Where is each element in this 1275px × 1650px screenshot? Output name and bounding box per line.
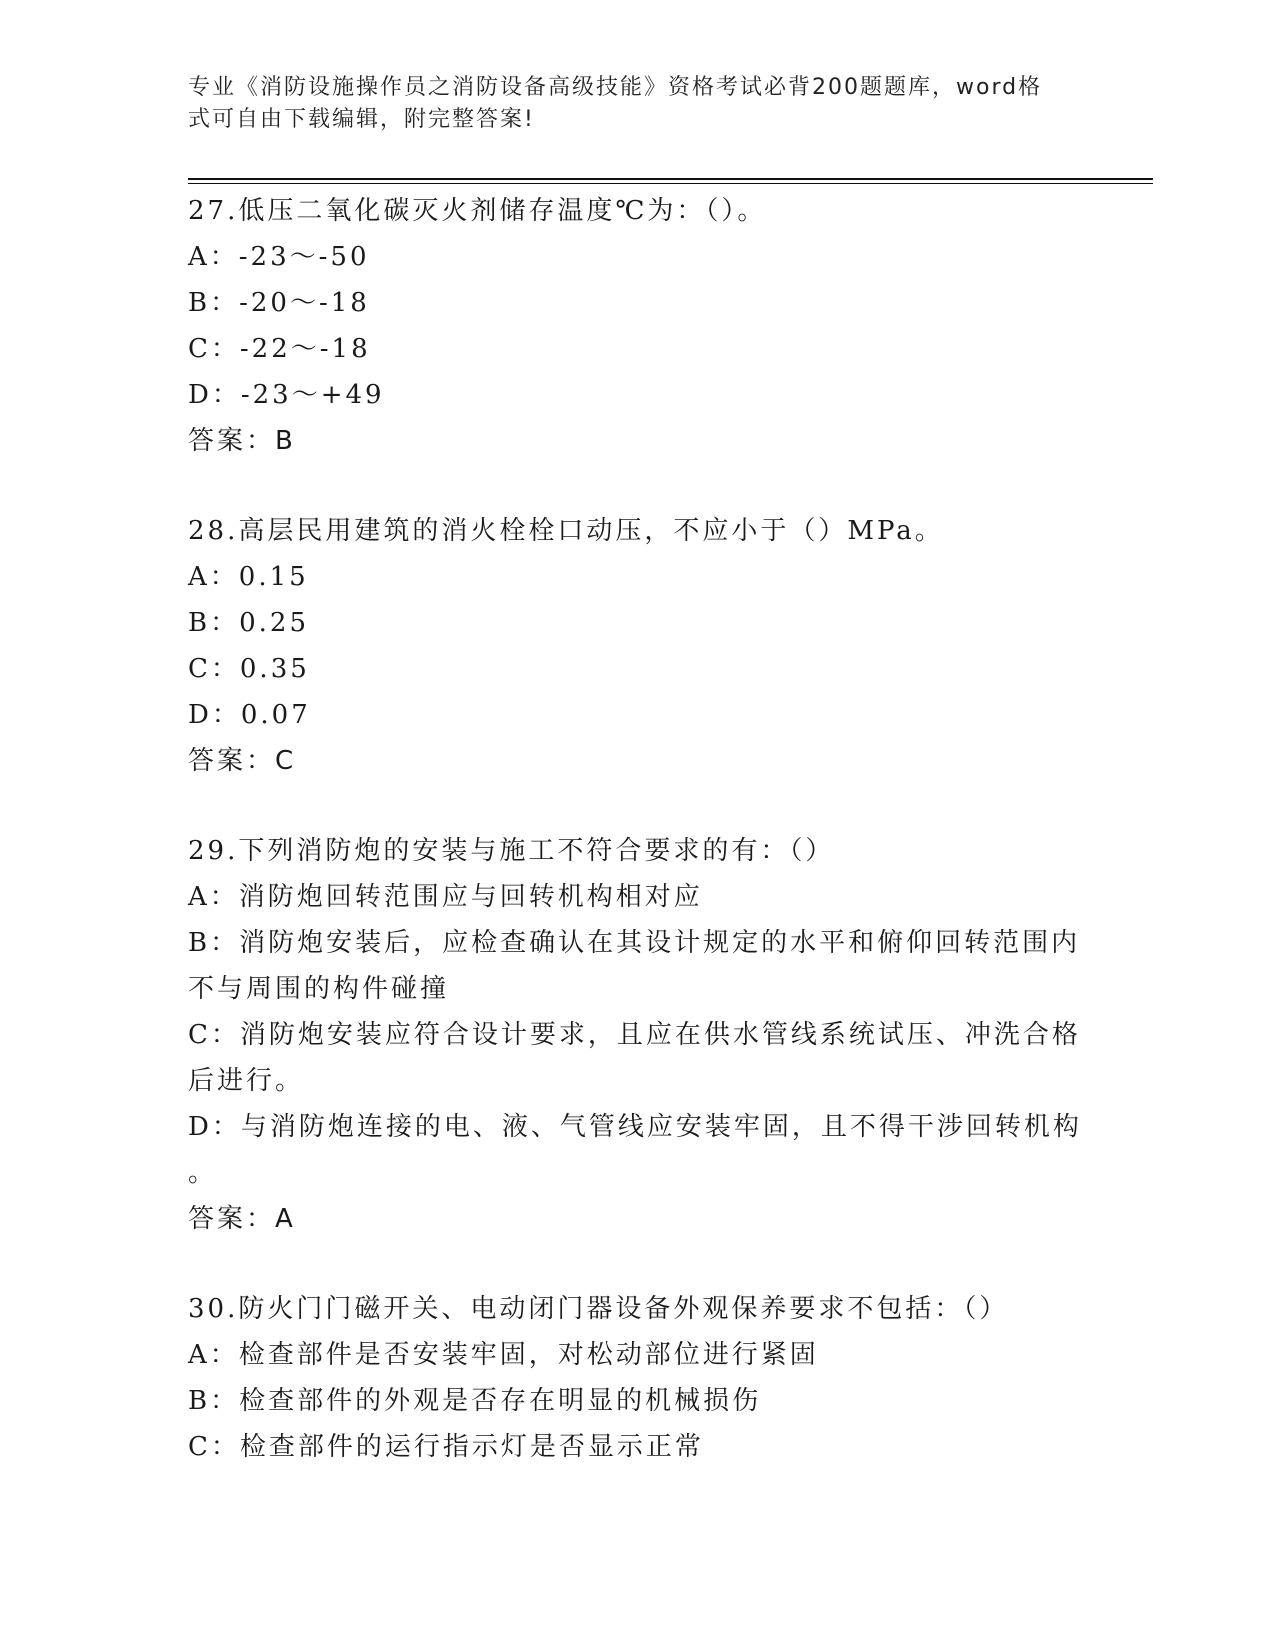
option-a: A：-23～-50: [188, 242, 370, 272]
header-rule-thin: [188, 183, 1153, 184]
option-b: B：检查部件的外观是否存在明显的机械损伤: [188, 1386, 762, 1416]
question-30: [188, 1286, 1088, 1470]
option-d: D：与消防炮连接的电、液、气管线应安装牢固，且不得干涉回转机构: [188, 1112, 1082, 1142]
question-stem: 29.下列消防炮的安装与施工不符合要求的有：（）: [188, 836, 835, 866]
question-28: [188, 508, 1088, 784]
option-b: B：消防炮安装后，应检查确认在其设计规定的水平和俯仰回转范围内: [188, 928, 1081, 958]
option-a: A：检查部件是否安装牢固，对松动部位进行紧固: [188, 1340, 819, 1370]
header-line-2: 式可自由下载编辑，附完整答案!: [188, 107, 535, 132]
answer-label: 答案：B: [188, 426, 296, 456]
answer-label: 答案：A: [188, 1204, 296, 1234]
question-stem: 27.低压二氧化碳灭火剂储存温度℃为：（）。: [188, 196, 767, 226]
option-c-continued: 后进行。: [188, 1066, 305, 1096]
option-a: A：0.15: [188, 562, 309, 592]
option-d: D：0.07: [188, 700, 311, 730]
option-c: C：0.35: [188, 654, 310, 684]
option-b-continued: 不与周围的构件碰撞: [188, 974, 450, 1004]
option-b: B：0.25: [188, 608, 309, 638]
option-c: C：检查部件的运行指示灯是否显示正常: [188, 1432, 704, 1462]
option-d: D：-23～+49: [188, 380, 385, 410]
answer-label: 答案：C: [188, 746, 297, 776]
document-header: [188, 72, 1068, 136]
question-27: [188, 188, 1088, 464]
question-list: [188, 188, 1088, 1514]
option-d-continued: 。: [188, 1158, 218, 1188]
question-stem: 30.防火门门磁开关、电动闭门器设备外观保养要求不包括：（）: [188, 1294, 1009, 1324]
header-rule-thick: [188, 178, 1153, 180]
option-b: B：-20～-18: [188, 288, 370, 318]
option-a: A：消防炮回转范围应与回转机构相对应: [188, 882, 703, 912]
option-c: C：-22～-18: [188, 334, 371, 364]
header-line-1: 专业《消防设施操作员之消防设备高级技能》资格考试必背200题题库，word格: [188, 75, 1043, 100]
question-29: [188, 828, 1088, 1242]
option-c: C：消防炮安装应符合设计要求，且应在供水管线系统试压、冲洗合格: [188, 1020, 1081, 1050]
question-stem: 28.高层民用建筑的消火栓栓口动压，不应小于（）MPa。: [188, 516, 944, 546]
